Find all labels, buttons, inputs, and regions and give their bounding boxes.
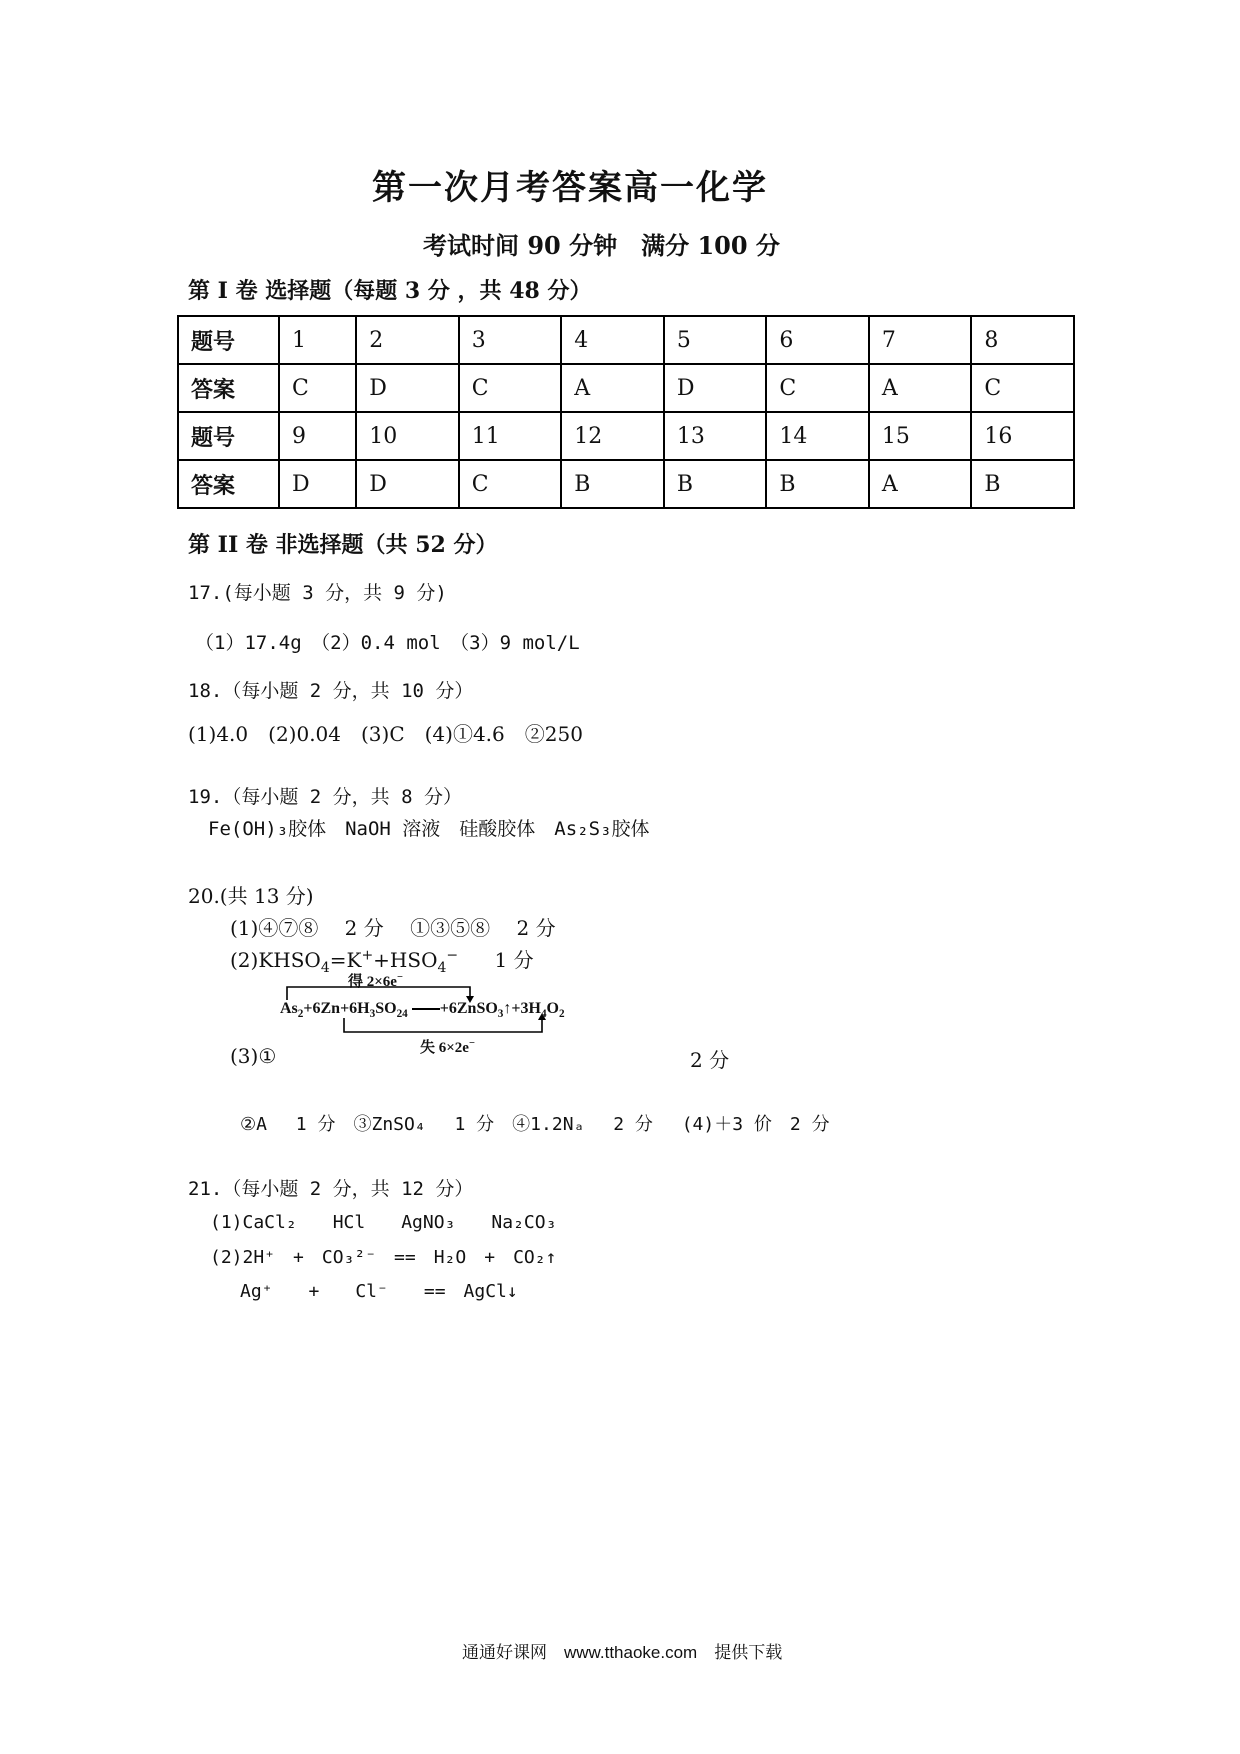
table-cell: 10 (356, 412, 459, 460)
q21-line2: (2)2H⁺ + CO₃²⁻ == H₂O + CO₂↑ (210, 1247, 557, 1268)
answer-table (177, 315, 1075, 509)
q20-part3: (3)① (230, 1044, 277, 1068)
table-cell: C (766, 364, 869, 412)
table-cell: 11 (459, 412, 562, 460)
electron-transfer-diagram (280, 970, 640, 1062)
table-cell: C (459, 460, 562, 508)
q20-part4: ②A 1 分 ③ZnSO₄ 1 分 ④1.2Nₐ 2 分 (4)＋3 价 2 分 (240, 1114, 830, 1135)
table-cell: 15 (869, 412, 972, 460)
q18-label: 18.（每小题 2 分，共 10 分） (188, 680, 474, 702)
footer-text: 通通好课网 www.tthaoke.com 提供下载 (462, 1643, 783, 1662)
row-label: 答案 (178, 364, 279, 412)
q20-part2-mid: =K (329, 948, 362, 972)
table-cell: B (664, 460, 767, 508)
table-row (178, 460, 1074, 508)
table-cell: D (356, 460, 459, 508)
q17-answer: （1）17.4g （2）0.4 mol （3）9 mol/L (195, 632, 580, 654)
section2-heading: 第 II 卷 非选择题（共 52 分） (188, 532, 498, 558)
table-cell: 5 (664, 316, 767, 364)
table-cell: 7 (869, 316, 972, 364)
table-cell: 13 (664, 412, 767, 460)
table-row (178, 412, 1074, 460)
lose-label: 失 6×2e− (420, 1038, 475, 1056)
table-cell: 3 (459, 316, 562, 364)
table-cell: 12 (561, 412, 664, 460)
table-row (178, 316, 1074, 364)
q20-label: 20.(共 13 分) (188, 884, 314, 908)
table-row (178, 364, 1074, 412)
table-cell: 2 (356, 316, 459, 364)
table-cell: B (561, 460, 664, 508)
table-cell: B (971, 460, 1074, 508)
q18-answer: (1)4.0 (2)0.04 (3)C (4)①4.6 ②250 (188, 722, 583, 746)
table-cell: 8 (971, 316, 1074, 364)
q20-part2: $(2)KHSO_4=K^++HSO_4^-$ 1 分 (230, 947, 534, 976)
redox-equation: $As_2+6Zn+6H_3SO_{24}$ $+6ZnSO_3↑+3H_4O_2$ (280, 1000, 565, 1021)
table-cell: A (869, 364, 972, 412)
page-subtitle: 考试时间 90 分钟 满分 100 分 (423, 231, 780, 260)
q20-part3-score: 2 分 (690, 1048, 730, 1072)
table-cell: B (766, 460, 869, 508)
table-cell: 9 (279, 412, 356, 460)
q20-part2-prefix: (2)KHSO (230, 948, 321, 972)
row-label: 题号 (178, 412, 279, 460)
table-cell: C (459, 364, 562, 412)
table-cell: 6 (766, 316, 869, 364)
table-cell: D (279, 460, 356, 508)
table-cell: 4 (561, 316, 664, 364)
q21-line1: (1)CaCl₂ HCl AgNO₃ Na₂CO₃ (210, 1212, 557, 1233)
table-cell: A (561, 364, 664, 412)
q20-part1: (1)④⑦⑧ 2 分 ①③⑤⑧ 2 分 (230, 916, 556, 940)
q20-part2-score: 1 分 (494, 948, 534, 972)
q21-line3: Ag⁺ + Cl⁻ == AgCl↓ (240, 1281, 518, 1302)
table-cell: D (356, 364, 459, 412)
row-label: 题号 (178, 316, 279, 364)
q19-label: 19.（每小题 2 分，共 8 分） (188, 786, 462, 808)
table-cell: A (869, 460, 972, 508)
table-cell: D (664, 364, 767, 412)
q17-label: 17.(每小题 3 分，共 9 分) (188, 582, 447, 604)
table-cell: 1 (279, 316, 356, 364)
page-title: 第一次月考答案高一化学 (372, 168, 768, 208)
q19-answer: Fe(OH)₃胶体 NaOH 溶液 硅酸胶体 As₂S₃胶体 (208, 818, 650, 840)
q21-label: 21.（每小题 2 分，共 12 分） (188, 1178, 474, 1200)
table-cell: 14 (766, 412, 869, 460)
table-cell: C (971, 364, 1074, 412)
row-label: 答案 (178, 460, 279, 508)
q20-part2-mid2: +HSO (373, 948, 438, 972)
table-cell: 16 (971, 412, 1074, 460)
gain-label: 得 2×6e− (348, 972, 403, 990)
section1-heading: 第 I 卷 选择题（每题 3 分 ，共 48 分） (188, 278, 592, 304)
table-cell: C (279, 364, 356, 412)
